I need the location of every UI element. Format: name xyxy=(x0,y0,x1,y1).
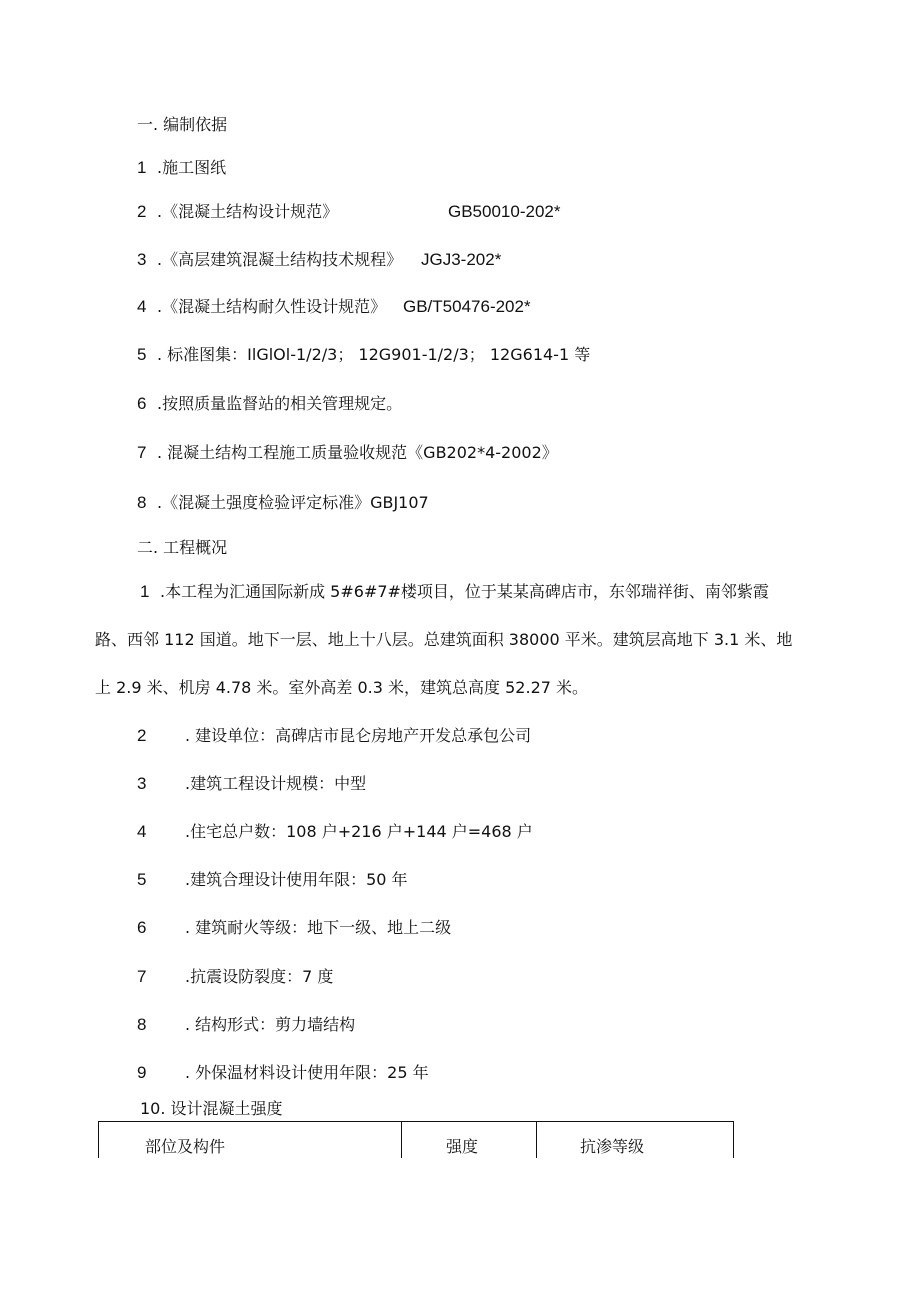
ref-item-2-number: 2 xyxy=(137,202,147,221)
overview-item-5-number: 5 xyxy=(137,870,147,889)
ref-item-4-text: .《混凝土结构耐久性设计规范》 xyxy=(157,297,387,316)
overview-item-7-text: .抗震设防裂度：7 度 xyxy=(185,967,334,986)
overview-item-4-number: 4 xyxy=(137,822,147,841)
table-header-location: 部位及构件 xyxy=(145,1137,226,1156)
ref-item-1-number: 1 xyxy=(137,158,147,177)
overview-para-line-1: .本工程为汇通国际新成 5#6#7#楼项目，位于某某高碑店市，东邻瑞祥街、南邻紫霞 xyxy=(160,582,769,601)
overview-para-line-3: 上 2.9 米、机房 4.78 米。室外高差 0.3 米，建筑总高度 52.27 米。 xyxy=(95,678,589,697)
overview-item-2-number: 2 xyxy=(137,726,147,745)
overview-item-3-number: 3 xyxy=(137,774,147,793)
overview-item-4-text: .住宅总户数：108 户+216 户+144 户=468 户 xyxy=(185,822,533,841)
overview-item-6-number: 6 xyxy=(137,918,147,937)
table-column-divider xyxy=(401,1122,402,1158)
ref-item-7-text: . 混凝土结构工程施工质量验收规范《GB202*4-2002》 xyxy=(157,443,558,462)
ref-item-4-number: 4 xyxy=(137,297,147,316)
section-1-heading: 一. 编制依据 xyxy=(137,115,228,134)
overview-para-line-2: 路、西邻 112 国道。地下一层、地上十八层。总建筑面积 38000 平米。建筑层高地下 3.1 米、地 xyxy=(95,630,793,649)
overview-item-1-number: 1 xyxy=(140,582,150,601)
overview-item-2-text: . 建设单位：高碑店市昆仑房地产开发总承包公司 xyxy=(185,726,532,745)
ref-item-5-text: . 标准图集：IlGlOl-1/2/3； 12G901-1/2/3； 12G614-1 等 xyxy=(157,345,591,364)
ref-item-6-number: 6 xyxy=(137,394,147,413)
ref-item-3-text: .《高层建筑混凝土结构技术规程》 xyxy=(157,250,403,269)
overview-item-3-text: .建筑工程设计规模：中型 xyxy=(185,774,367,793)
ref-item-1-text: .施工图纸 xyxy=(157,158,227,177)
concrete-strength-table xyxy=(98,1121,734,1158)
overview-item-9-text: . 外保温材料设计使用年限：25 年 xyxy=(185,1063,429,1082)
table-header-strength: 强度 xyxy=(446,1137,479,1156)
overview-item-8-text: . 结构形式：剪力墙结构 xyxy=(185,1015,356,1034)
table-column-divider xyxy=(536,1122,537,1158)
ref-item-8-text: .《混凝土强度检验评定标准》GBJ107 xyxy=(157,493,429,512)
overview-item-5-text: .建筑合理设计使用年限：50 年 xyxy=(185,870,408,889)
ref-item-3-code: JGJ3-202* xyxy=(421,250,502,269)
overview-item-8-number: 8 xyxy=(137,1015,147,1034)
section-2-heading: 二. 工程概况 xyxy=(137,538,228,557)
ref-item-6-text: .按照质量监督站的相关管理规定。 xyxy=(157,394,403,413)
ref-item-8-number: 8 xyxy=(137,493,147,512)
overview-item-9-number: 9 xyxy=(137,1063,147,1082)
ref-item-2-code: GB50010-202* xyxy=(448,202,561,221)
overview-item-10-text: 10. 设计混凝土强度 xyxy=(140,1099,283,1118)
table-header-impermeability: 抗渗等级 xyxy=(580,1137,645,1156)
overview-item-6-text: . 建筑耐火等级：地下一级、地上二级 xyxy=(185,918,452,937)
ref-item-7-number: 7 xyxy=(137,443,147,462)
ref-item-4-code: GB/T50476-202* xyxy=(403,297,531,316)
ref-item-3-number: 3 xyxy=(137,250,147,269)
ref-item-2-text: .《混凝土结构设计规范》 xyxy=(157,202,339,221)
ref-item-5-number: 5 xyxy=(137,345,147,364)
overview-item-7-number: 7 xyxy=(137,967,147,986)
